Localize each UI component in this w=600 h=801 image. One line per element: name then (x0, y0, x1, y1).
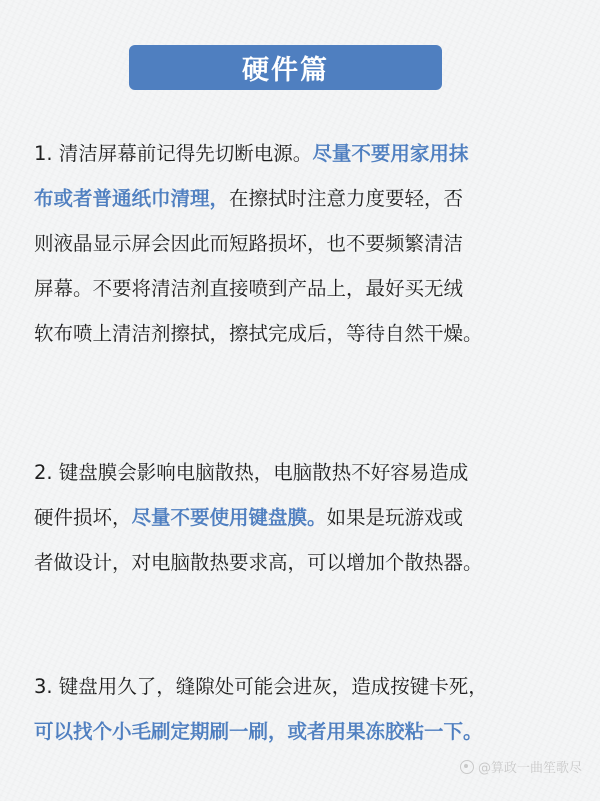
body-text: 在擦拭时注意力度要轻，否 (229, 187, 464, 210)
watermark (460, 757, 582, 776)
tip-paragraph-1 (34, 131, 570, 356)
text-line (34, 540, 570, 585)
tip-paragraph-2 (34, 450, 570, 585)
text-line (34, 176, 570, 221)
body-text: 软布喷上清洁剂擦拭，擦拭完成后，等待自然干燥。 (34, 322, 483, 345)
text-line (34, 450, 570, 495)
body-text: 硬件损坏， (34, 506, 132, 529)
highlighted-text: 尽量不要用家用抹 (312, 142, 469, 165)
body-text: 者做设计，对电脑散热要求高，可以增加个散热器。 (34, 551, 483, 574)
text-line (34, 221, 570, 266)
highlighted-text: 尽量不要使用键盘膜。 (131, 506, 327, 529)
tip-paragraph-3 (34, 664, 570, 754)
highlighted-text: 布或者普通纸巾清理， (34, 187, 230, 210)
text-line (34, 664, 570, 709)
text-line (34, 495, 570, 540)
body-text: 2. 键盘膜会影响电脑散热，电脑散热不好容易造成 (34, 461, 469, 484)
section-title-badge (129, 45, 442, 90)
watermark-text: @算政一曲笙歌尽 (477, 761, 582, 776)
highlighted-text: 可以找个小毛刷定期刷一刷，或者用果冻胶粘一下。 (34, 720, 483, 743)
watermark-logo-icon (460, 760, 474, 774)
text-line (34, 266, 570, 311)
body-text: 屏幕。不要将清洁剂直接喷到产品上，最好买无绒 (34, 277, 464, 300)
body-text: 1. 清洁屏幕前记得先切断电源。 (34, 142, 313, 165)
page-title: 硬件篇 (242, 55, 329, 86)
text-line (34, 709, 570, 754)
body-text: 3. 键盘用久了，缝隙处可能会进灰，造成按键卡死， (34, 675, 488, 698)
body-text: 则液晶显示屏会因此而短路损坏，也不要频繁清洁 (34, 232, 464, 255)
text-line (34, 131, 570, 176)
text-line (34, 311, 570, 356)
body-text: 如果是玩游戏或 (326, 506, 464, 529)
